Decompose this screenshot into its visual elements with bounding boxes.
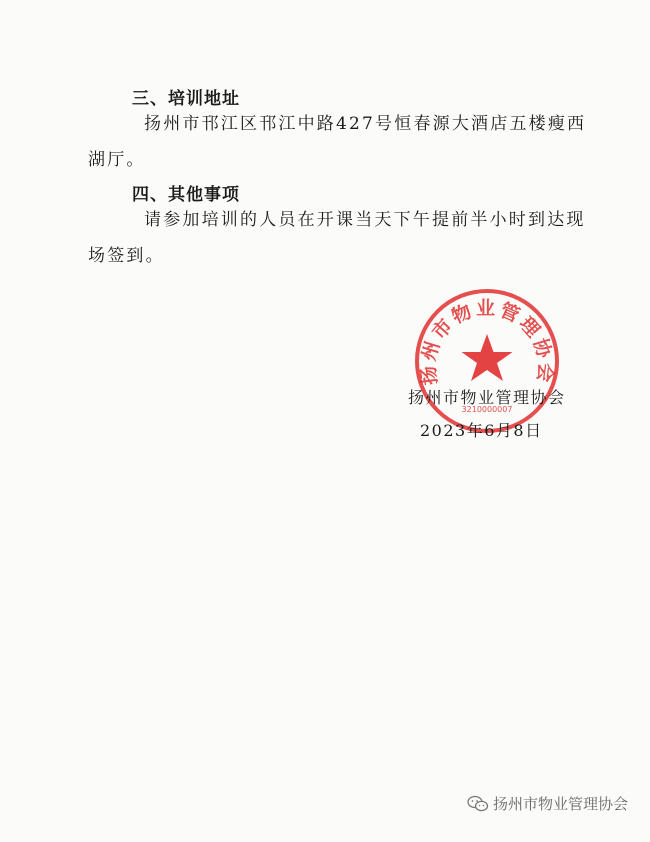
signature-date: 2023年6月8日 [420,421,543,440]
svg-text:3210000007: 3210000007 [461,405,513,414]
official-seal-stamp [412,286,562,436]
wechat-watermark [467,793,628,814]
signature-organization: 扬州市物业管理协会 [408,388,566,407]
section-heading-address: 三、培训地址 [132,89,240,109]
other-line-1: 请参加培训的人员在开课当天下午提前半小时到达现 [144,210,586,230]
section-heading-other: 四、其他事项 [132,185,240,205]
other-line-2: 场签到。 [88,246,165,266]
watermark-text: 扬州市物业管理协会 [492,795,628,813]
wechat-icon [467,795,489,813]
address-line-2: 湖厅。 [88,150,146,170]
address-line-1: 扬州市邗江区邗江中路427号恒春源大酒店五楼瘦西 [144,114,587,134]
svg-text:扬州市物业管理协会: 扬州市物业管理协会 [417,297,557,387]
